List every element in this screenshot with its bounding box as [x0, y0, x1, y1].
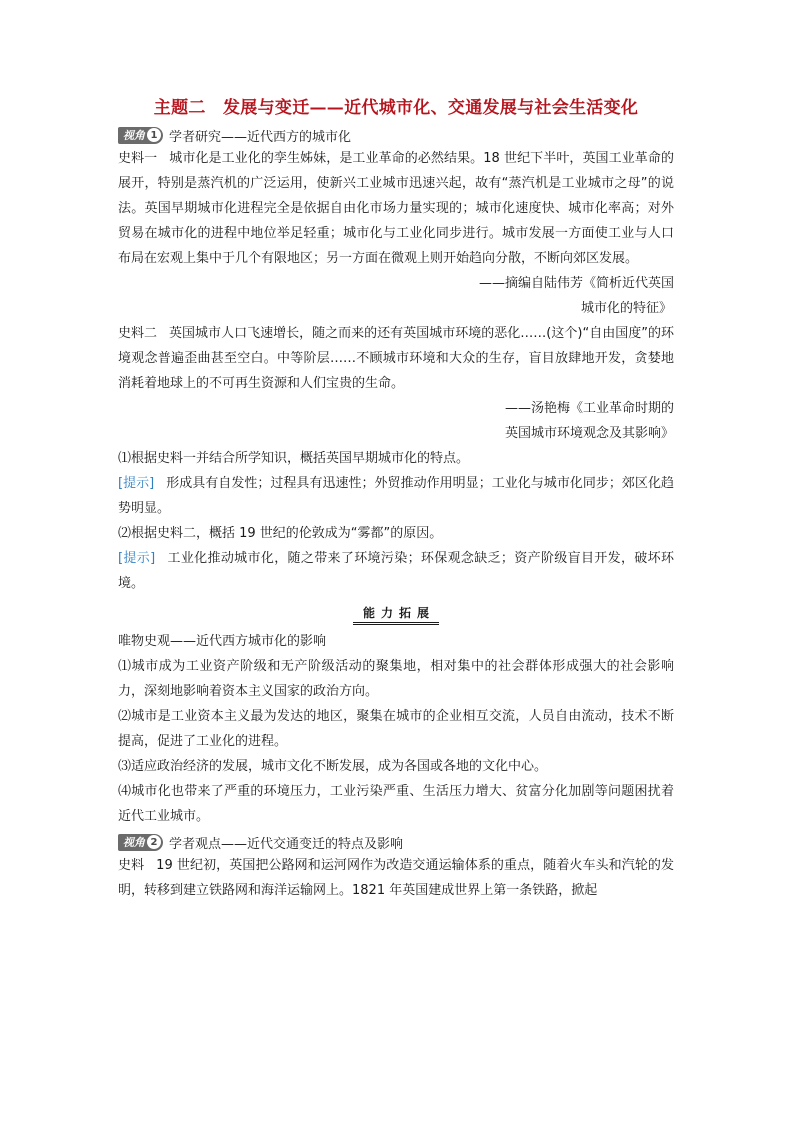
question-1: ⑴根据史料一并结合所学知识，概括英国早期城市化的特点。	[118, 451, 470, 466]
view-badge-label: 视角	[123, 836, 145, 849]
ability-item: ⑶适应政治经济的发展，城市文化不断发展，成为各国或各地的文化中心。	[118, 759, 548, 774]
source-2-citation-line-1: ——汤艳梅《工业革命时期的	[504, 401, 674, 416]
view-1-title: 学者研究——近代西方的城市化	[169, 129, 352, 145]
ability-section-heading	[118, 602, 674, 625]
ability-item: ⑵城市是工业资本主义最为发达的地区，聚集在城市的企业相互交流，人员自由流动，技术不断提高，促进了工业化的进程。	[118, 709, 674, 749]
view-number-icon: 2	[147, 835, 161, 849]
document-page	[118, 96, 674, 903]
source-2-paragraph	[118, 321, 674, 396]
source-2-label: 史料二	[118, 326, 158, 341]
source-1-citation-line-2: 城市化的特征》	[580, 301, 672, 316]
source-1-label: 史料一	[118, 151, 158, 166]
view-badge-label: 视角	[123, 129, 145, 142]
source-3-paragraph	[118, 853, 674, 903]
ability-item: ⑴城市成为工业资产阶级和无产阶级活动的聚集地，相对集中的社会群体形成强大的社会影响力，深刻地影响着资本主义国家的政治方向。	[118, 659, 674, 699]
source-1-text: 城市化是工业化的孪生姊妹，是工业革命的必然结果。18 世纪下半叶，英国工业革命的展开，特别是蒸汽机的广泛运用，使新兴工业城市迅速兴起，故有“蒸汽机是工业城市之母”的说法。英国早期城市化进程完全是依据自由化市场力量实现的；城市化速度快、城市化率高；对外贸易在城市化的进程中地位举足轻重；城市化与工业化同步进行。城市发展一方面使工业与人口布局在宏观上集中于几个有限地区；另一方面在微观上则开始趋向分散，不断向郊区发展。	[118, 151, 674, 266]
view-2-header	[118, 831, 674, 853]
source-1-paragraph	[118, 146, 674, 271]
page-title: 主题二 发展与变迁——近代城市化、交通发展与社会生活变化	[153, 98, 639, 118]
view-number-icon: 1	[147, 128, 161, 142]
hint-2-paragraph	[118, 546, 674, 596]
ability-subtitle: 唯物史观——近代西方城市化的影响	[118, 634, 327, 649]
source-2-citation-line-2: 英国城市环境观念及其影响》	[504, 426, 674, 441]
ability-item: ⑷城市化也带来了严重的环境压力，工业污染严重、生活压力增大、贫富分化加剧等问题困扰着近代工业城市。	[118, 784, 674, 824]
view-badge	[118, 834, 163, 851]
source-3-text: 19 世纪初，英国把公路网和运河网作为改造交通运输体系的重点，随着火车头和汽轮的发明，转移到建立铁路网和海洋运输网上。1821 年英国建成世界上第一条铁路，掀起	[118, 858, 674, 898]
question-2: ⑵根据史料二，概括 19 世纪的伦敦成为“雾都”的原因。	[118, 526, 443, 541]
view-badge	[118, 127, 163, 144]
source-3-label: 史料	[118, 858, 145, 873]
view-1-header	[118, 124, 674, 146]
hint-2-label: [提示]	[118, 551, 156, 566]
source-2-text: 英国城市人口飞速增长，随之而来的还有英国城市环境的恶化……(这个)“自由国度”的环境观念普遍歪曲甚至空白。中等阶层……不顾城市环境和大众的生存，盲目放肆地开发，贪婪地消耗着地球上的不可再生资源和人们宝贵的生命。	[118, 326, 674, 391]
hint-2-text: 工业化推动城市化，随之带来了环境污染；环保观念缺乏；资产阶级盲目开发，破坏环境。	[118, 551, 674, 591]
hint-1-label: [提示]	[118, 476, 155, 491]
hint-1-text: 形成具有自发性；过程具有迅速性；外贸推动作用明显；工业化与城市化同步；郊区化趋势明显。	[118, 476, 674, 516]
hint-1-paragraph	[118, 471, 674, 521]
source-1-citation-line-1: ——摘编自陆伟芳《简析近代英国	[478, 276, 674, 291]
ability-heading-text: 能力拓展	[353, 604, 439, 625]
view-2-title: 学者观点——近代交通变迁的特点及影响	[169, 836, 404, 852]
